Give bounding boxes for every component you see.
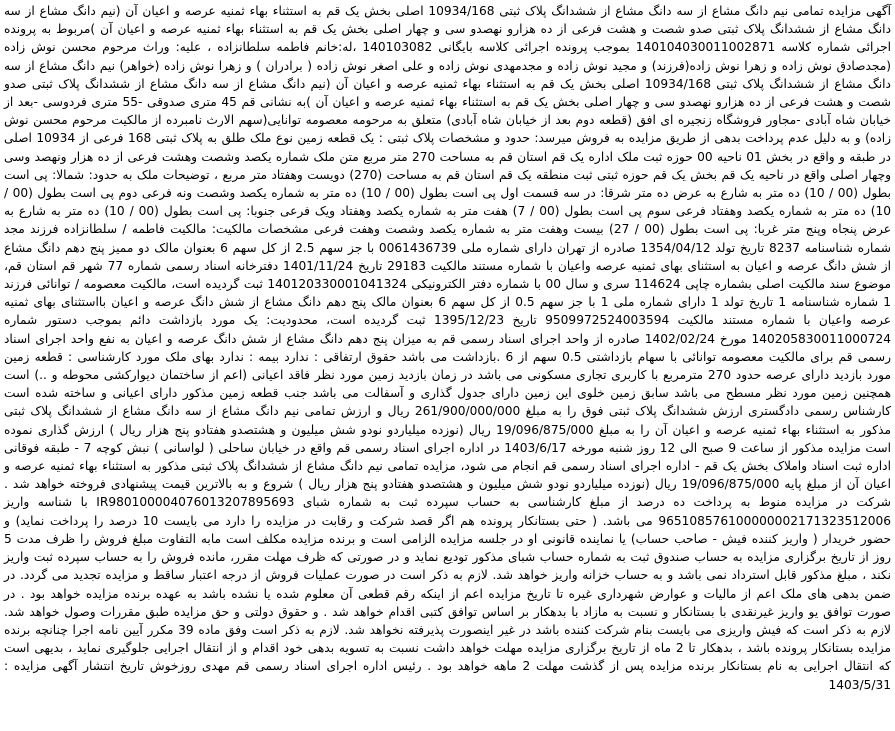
auction-notice-text: آگهی مزایده تمامی نیم دانگ مشاع از سه دانگ مشاع از ششدانگ پلاک ثبتی 10934/168 اصلی بخش یک قم به استثناء بهاء ثمنیه عرصه و اعیان آن (نیم دانگ مشاع از سه دانگ مشاع از ششدانگ پلاک ثبتی صدو شصت و هشت فرعی از ده هزارو نهصدو سی و چهار اصلی بخش یک قم به استثناء بهاء ثمنیه عرصه و اعیان آن )مربوط به پرونده اجرائی شماره کلاسه 140104030011002871 بموجب پرونده اجرائی کلاسه بایگانی 140103082 ،له:خانم فاطمه سلطانزاده ، علیه: وراث مرحوم محسن نوش زاده (مجدصادق نوش زاده و زهرا نوش زاده(فرزند) و مجید نوش زاده و مجدمهدی نوش زاده و علی اصغر نوش زاده ( برادران ) و زهرا نوش زاده (خواهر) نیم دانگ مشاع از سه دانگ مشاع از ششدانگ پلاک ثبتی 10934/168 اصلی بخش یک قم به استثناء بهاء ثمنیه عرصه و اعیان آن (نیم دانگ مشاع از سه دانگ مشاع از ششدانگ پلاک ثبتی صدو شصت و هشت فرعی از ده هزارو نهصدو سی و چهار اصلی بخش یک قم به استثناء بهاء ثمنیه عرصه و اعیان آن )به نشانی قم 45 متری صدوقی -55 متری فردوسی -بعد از خیابان شاه آبادی -مجاور فروشگاه زنجیره ای افق (قطعه دوم بعد از خیابان شاه آبادی) متعلق به مرحومه معصومه توانایی(سهم الارث نامبرده از مالکیت مرحوم محسن نوش زاده) و به دلیل عدم پرداخت بدهی از طریق مزایده به فروش میرسد: حدود و مشخصات پلاک ثبتی : یک قطعه زمین نوع ملک طلق به پلاک ثبتی 168 فرعی از 10934 اصلی در طبقه و واقع در بخش 01 ناحیه 00 حوزه ثبت ملک اداره یک قم استان قم به مساحت 270 متر مربع متن ملک شماره یکصد وشصت وهشت فرعی از ده هزار ونهصد وسی وچهار اصلی واقع در ناحیه یک قم بخش یک قم حوزه ثبتی ثبت منطقه یک قم استان قم به مساحت (270) دویست وهفتاد متر مربع ، توضیحات ملک به حدود: شمالا: پی است بطول (00 / 10) ده متر به شارع به عرض ده متر شرقا: در سه قسمت اول پی است بطول (00 / 10) ده متر به شماره یکصد وشصت ونه فرعی دوم پی است بطول (00 / 10) ده متر به شماره یکصد وهفتاد فرعی سوم پی است بطول (00 / 7) هفت متر به شماره یکصد وهفتاد ویک فرعی جنوبا: پی است بطول (00 / 10) ده متر به شارع به عرض پنجاه وپنج متر غربا: پی است بطول (00 / 27) بیست وهفت متر به شماره یکصد وشصت وهفت فرعی مشخصات مالکیت: مالکیت فاطمه / سلطانزاده فرزند مجد شماره شناسنامه 8237 تاریخ تولد 1354/04/12 صادره از تهران دارای شماره ملی 0061436739 با جز سهم 2.5 از کل سهم 6 بعنوان مالک دو ممیز پنج دهم دانگ مشاع از شش دانگ عرصه و اعیان به استثنای بهای ثمنیه عرصه واعیان با شماره مستند مالکیت 29183 تاریخ 1401/11/24 دفترخانه اسناد رسمی شماره 77 شهر قم استان قم، موضوع سند مالکیت اصلی بشماره چاپی 114624 سری و سال 00 با شماره دفتر الکترونیکی 140120330001041324 ثبت گردیده است، مالکیت معصومه / توانائی فرزند 1 شماره شناسنامه 1 تاریخ تولد 1 دارای شماره ملی 1 با جز سهم 0.5 از کل سهم 6 بعنوان مالک پنج دهم دانگ مشاع از شش دانگ عرصه و اعیان بااستثنای بهای ثمنیه عرصه واعیان با شماره مستند مالکیت 9509972524003594 تاریخ 1395/12/23 ثبت گردیده است، محدودیت: یک مورد بازداشت دائم بموجب دستور شماره 140205830011000724 مورخ 1402/02/24 صادره از واحد اجرای اسناد رسمی قم به میزان پنج دهم دانگ مشاع از شش دانگ عرصه و اعیان به نفع واحد اجرای اسناد رسمی قم برای مالکیت معصومه توانائی با سهام بازداشتی 0.5 سهم از 6 .بازداشت می باشد حقوق ارتفاقی : ندارد بیمه : ندارد بهای ملک مورد کارشناسی : قطعه زمین مورد بازدید دارای عرصه حدود 270 مترمربع با کاربری تجاری مسکونی می باشد در زمان بازدید زمین مورد نظر فاقد اعیانی (اعم از ساختمان دیوارکشی محوطه و ..) است همچنین زمین مورد نظر مسطح می باشد سابق زمین خلوی این زمین دارای جدول گذاری و آسفالت می باشد جنب قطعه زمین مذکور دارای اعیانی و ساخته شده است کارشناس رسمی دادگستری ارزش ششدانگ پلاک ثبتی فوق را به مبلغ 261/900/000/000 ریال و ارزش تمامی نیم دانگ مشاع از سه دانگ مشاع از ششدانگ پلاک ثبتی مذکور به استثناء بهاء ثمنیه عرصه و اعیان آن را به مبلغ 19/096/875/000 ریال (نوزده میلیاردو نودو شش میلیون و هشتصدو هفتادو پنج هزار ریال ) ارزش گذاری نموده است مزایده مذکور از ساعت 9 صبح الی 12 روز شنبه مورخه 1403/6/17 در اداره اجرای اسناد رسمی قم واقع در خیابان ساحلی ( لواسانی ) نبش کوچه 7 - طبقه فوقانی اداره ثبت اسناد واملاک بخش یک قم - اداره اجرای اسناد رسمی قم انجام می شود، مزایده تمامی نیم دانگ مشاع از ششدانگ پلاک ثبتی مذکور به استثناء بهاء ثمنیه عرصه و اعیان آن از مبلغ پایه 19/096/875/000 ریال (نوزده میلیاردو نودو شش میلیون و هشتصدو هفتادو پنج هزار ریال ) شروع و به بالاترین قیمت پیشنهادی فروخته خواهد شد . شرکت در مزایده منوط به پرداخت ده درصد از مبلغ کارشناسی به حساب سپرده ثبت به شماره شبای IR980100004076013207895693 با شناسه واریز 965108576100000002171323512006 می باشد. ( حتی بستانکار پرونده هم اگر قصد شرکت و رقابت در مزایده را دارد می بایست 10 درصد را پرداخت نماید) و حضور خریدار ( واریز کننده فیش - صاحب حساب) یا نماینده قانونی او در جلسه مزایده الزامی است و برنده مزایده مکلف است مابه التفاوت مبلغ فروش را ظرف مدت 5 روز از تاریخ برگزاری مزایده به حساب صندوق ثبت به شماره حساب شبای مذکور تودیع نماید و در صورتی که ظرف مهلت مقرر، مانده فروش را به حساب سپرده ثبت واریز نکند ، مبلغ مذکور قابل استرداد نمی باشد و به حساب خزانه واریز خواهد شد. لازم به ذکر است در صورت عملیات فروش از درجه اعتبار ساقط و مزایده تجدید می گردد. در ضمن بدهی های ملک اعم از مالیات و عوارض شهرداری غیره تا تاریخ مزایده اعم از اینکه رقم قطعی آن معلوم شده یا نشده باشد به عهده برنده مزایده خواهد بود . در صورت توافق یو واریز غیرنقدی با بستانکار و نسبت به مازاد با بدهکار بر اساس توافق کتبی اقدام خواهد شد . و حقوق دولتی و حق مزایده طبق مقررات وصول خواهد شد. لازم به ذکر است که فیش واریزی می بایست بنام شرکت کننده باشد در غیر اینصورت پذیرفته نخواهد شد. لازم به ذکر است وفق ماده 39 مکرر آیین نامه اجرا چنانچه برنده مزایده بستانکار پرونده باشد ، بدهکار تا 2 ماه از تاریخ برگزاری مزایده مهلت خواهد داشت نسبت به تسویه بدهی خود اقدام و از انتقال اجرایی جلوگیری نماید ، بدیهی است که انتقال اجرایی به نام بستانکار برنده مزایده پس از گذشت مهلت 2 ماهه خواهد بود . رئیس اداره اجرای اسناد رسمی قم مهدی روزخوش تاریخ انتشار آگهی مزایده : 1403/5/31 — [4, 4, 892, 692]
